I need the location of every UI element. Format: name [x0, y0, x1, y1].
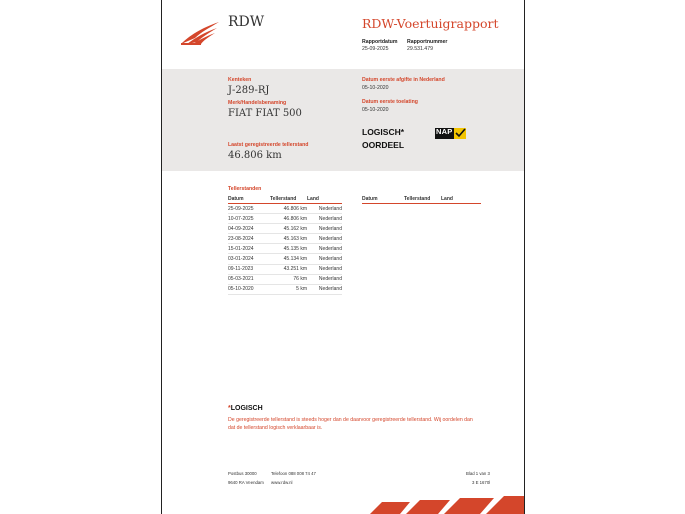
- odo-value-cell: 46.806 km: [270, 204, 307, 214]
- make-value: FIAT FIAT 500: [228, 108, 302, 119]
- odo-date-cell: 10-07-2025: [228, 214, 270, 224]
- brand-name: RDW: [228, 14, 265, 30]
- note-title-text: LOGISCH: [230, 405, 263, 412]
- note-text-line1: De geregistreerde tellerstand is steeds hoger dan de daarvoor geregistreerde tellerstand. Wij oordelen dan: [228, 417, 473, 423]
- odo-value-cell: 5 km: [270, 284, 307, 294]
- col-country-right: Land: [441, 195, 481, 204]
- odo-country-cell: Nederland: [307, 254, 342, 264]
- odo-country-cell: Nederland: [307, 204, 342, 214]
- footer-phone: Telefoon 088 008 74 47: [271, 471, 316, 476]
- odo-value-cell: 46.806 km: [270, 214, 307, 224]
- table-row: [228, 204, 342, 214]
- table-row: [228, 264, 342, 274]
- rdw-logo-icon: [179, 20, 221, 46]
- report-number-label: Rapportnummer: [407, 39, 448, 45]
- odo-date-cell: 23-08-2024: [228, 234, 270, 244]
- footer-page: Blad 1 van 3: [466, 471, 490, 476]
- first-nl-label: Datum eerste afgifte in Nederland: [362, 77, 445, 83]
- odo-country-cell: Nederland: [307, 244, 342, 254]
- note-title: [228, 405, 263, 412]
- odo-date-cell: 25-09-2025: [228, 204, 270, 214]
- odo-value-cell: 45.135 km: [270, 244, 307, 254]
- first-nl-value: 05-10-2020: [362, 85, 389, 91]
- report-date: 25-09-2025: [362, 46, 389, 52]
- odo-value-cell: 76 km: [270, 274, 307, 284]
- footer-address1: Postbus 30000: [228, 471, 257, 476]
- verdict-line2: OORDEEL: [362, 140, 405, 150]
- table-row: [228, 224, 342, 234]
- table-row: [228, 284, 342, 294]
- last-odo-label: Laatst geregistreerde tellerstand: [228, 142, 309, 148]
- nap-logo-text: NAP: [436, 127, 453, 136]
- note-star: *: [228, 405, 231, 412]
- plate-value: J-289-RJ: [228, 85, 270, 96]
- table-row: [228, 244, 342, 254]
- odo-country-cell: Nederland: [307, 284, 342, 294]
- odometer-table: [228, 195, 342, 295]
- odo-country-cell: Nederland: [307, 274, 342, 284]
- verdict-line1: LOGISCH*: [362, 127, 405, 137]
- last-odo-value: 46.806 km: [228, 150, 282, 161]
- odo-date-cell: 05-03-2021: [228, 274, 270, 284]
- first-admission-value: 05-10-2020: [362, 107, 389, 113]
- nap-logo-icon: [435, 126, 466, 137]
- odo-country-cell: Nederland: [307, 214, 342, 224]
- odo-value-cell: 43.251 km: [270, 264, 307, 274]
- odometer-table-continued: [362, 195, 481, 204]
- plate-label: Kenteken: [228, 77, 252, 83]
- odo-date-cell: 05-10-2020: [228, 284, 270, 294]
- decorative-stripes-icon: [370, 496, 524, 514]
- footer-address2: 9640 RA Veendam: [228, 480, 264, 485]
- odo-date-cell: 15-01-2024: [228, 244, 270, 254]
- table-row: [228, 274, 342, 284]
- table-row: [228, 214, 342, 224]
- note-text-line2: dat de tellerstand logisch verklaarbaar is.: [228, 425, 323, 431]
- table-row: [228, 254, 342, 264]
- col-odometer-right: Tellerstand: [404, 195, 441, 204]
- odometer-section-title: Tellerstanden: [228, 186, 262, 192]
- odo-date-cell: 09-11-2023: [228, 264, 270, 274]
- first-admission-label: Datum eerste toelating: [362, 99, 418, 105]
- report-date-label: Rapportdatum: [362, 39, 398, 45]
- report-title: RDW-Voertuigrapport: [362, 16, 499, 31]
- report-page: [161, 0, 525, 514]
- odo-country-cell: Nederland: [307, 224, 342, 234]
- vehicle-info-band: [162, 69, 524, 171]
- odo-value-cell: 45.163 km: [270, 234, 307, 244]
- col-odometer: Tellerstand: [270, 195, 307, 204]
- col-date-right: Datum: [362, 195, 404, 204]
- make-label: Merk/Handelsbenaming: [228, 100, 287, 106]
- odo-value-cell: 45.134 km: [270, 254, 307, 264]
- odo-value-cell: 45.162 km: [270, 224, 307, 234]
- odo-date-cell: 04-09-2024: [228, 224, 270, 234]
- odo-date-cell: 03-01-2024: [228, 254, 270, 264]
- odo-country-cell: Nederland: [307, 234, 342, 244]
- col-date: Datum: [228, 195, 270, 204]
- footer-code: 3 E 1670l: [472, 480, 491, 485]
- table-row: [228, 234, 342, 244]
- col-country: Land: [307, 195, 342, 204]
- report-number: 29.531.479: [407, 46, 433, 52]
- odo-country-cell: Nederland: [307, 264, 342, 274]
- footer-web: www.rdw.nl: [271, 480, 293, 485]
